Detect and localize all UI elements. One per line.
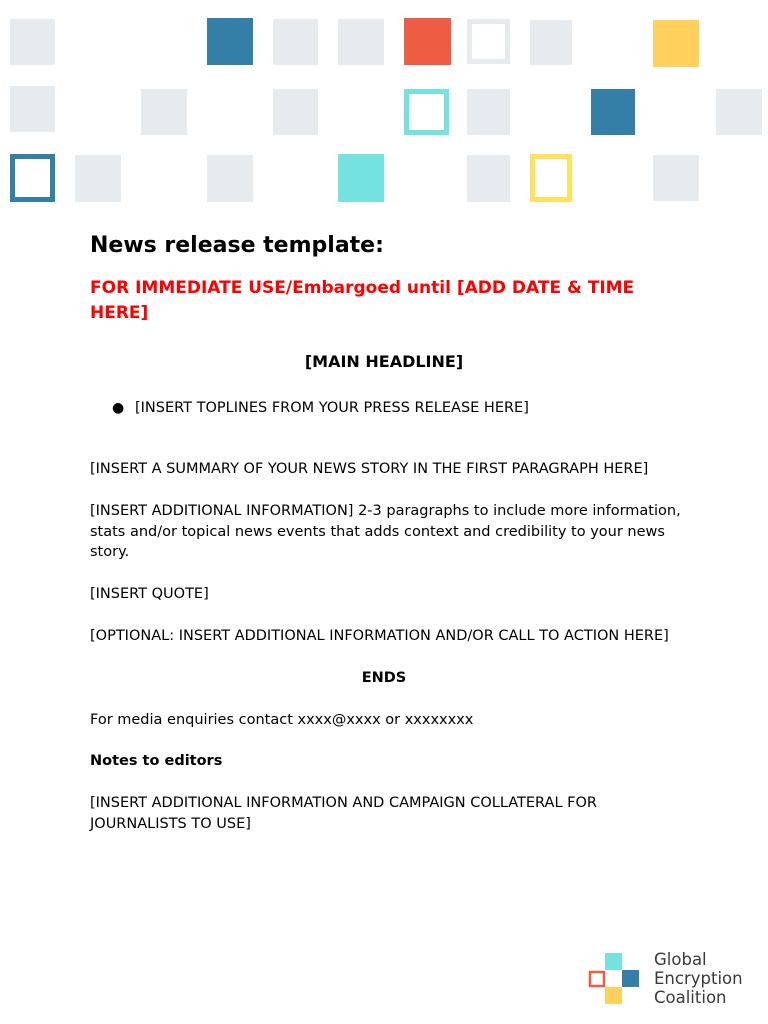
document-title: News release template: [90,233,384,258]
pattern-square [653,155,699,201]
additional-info-paragraph: [INSERT ADDITIONAL INFORMATION] 2-3 paragraphs to include more information, stats and/or topical news events that adds context and credibility to your news story. [90,502,681,561]
pattern-square [467,89,510,135]
pattern-square-outline [13,157,53,200]
pattern-square [467,155,510,202]
notes-heading: Notes to editors [90,753,223,770]
logo-wordmark [654,950,743,1007]
pattern-square [10,19,55,65]
pattern-square [591,89,635,135]
pattern-square [404,18,451,65]
topline-text: [INSERT TOPLINES FROM YOUR PRESS RELEASE HERE] [135,400,529,416]
pattern-square [338,154,384,202]
pattern-square [207,155,253,202]
quote-paragraph: [INSERT QUOTE] [90,586,209,603]
bullet-icon: ● [112,400,125,416]
pattern-square [273,89,318,135]
pattern-square [207,18,253,65]
pattern-square [338,19,384,65]
pattern-square [716,89,762,135]
logo-line: Encryption [654,969,743,988]
toplines-list [90,398,690,418]
pattern-square-outline [407,92,447,133]
organization-logo [588,952,758,1008]
pattern-square [273,19,318,65]
pattern-square [75,155,121,202]
logo-line: Global [654,950,707,969]
pattern-square [141,89,187,135]
optional-paragraph: [OPTIONAL: INSERT ADDITIONAL INFORMATION AND/OR CALL TO ACTION HERE] [90,627,669,644]
pattern-square-outline [470,22,508,62]
list-item [112,398,690,418]
logo-mark-icon [588,952,640,1006]
document-body [90,230,690,835]
header-square-pattern [0,0,768,215]
pattern-square-outline [533,157,570,200]
pattern-square [530,20,572,65]
main-headline: [MAIN HEADLINE] [304,352,464,371]
ends-marker: ENDS [361,669,407,686]
pattern-square [10,86,55,132]
media-contact: For media enquiries contact xxxx@xxxx or xxxxxxxx [90,711,474,728]
embargo-notice: FOR IMMEDIATE USE/Embargoed until [ADD DATE & TIME HERE] [90,278,635,323]
pattern-square [653,20,699,67]
summary-paragraph: [INSERT A SUMMARY OF YOUR NEWS STORY IN THE FIRST PARAGRAPH HERE] [90,461,649,477]
notes-body: [INSERT ADDITIONAL INFORMATION AND CAMPAIGN COLLATERAL FOR JOURNALISTS TO USE] [90,795,597,832]
logo-line: Coalition [654,988,727,1007]
